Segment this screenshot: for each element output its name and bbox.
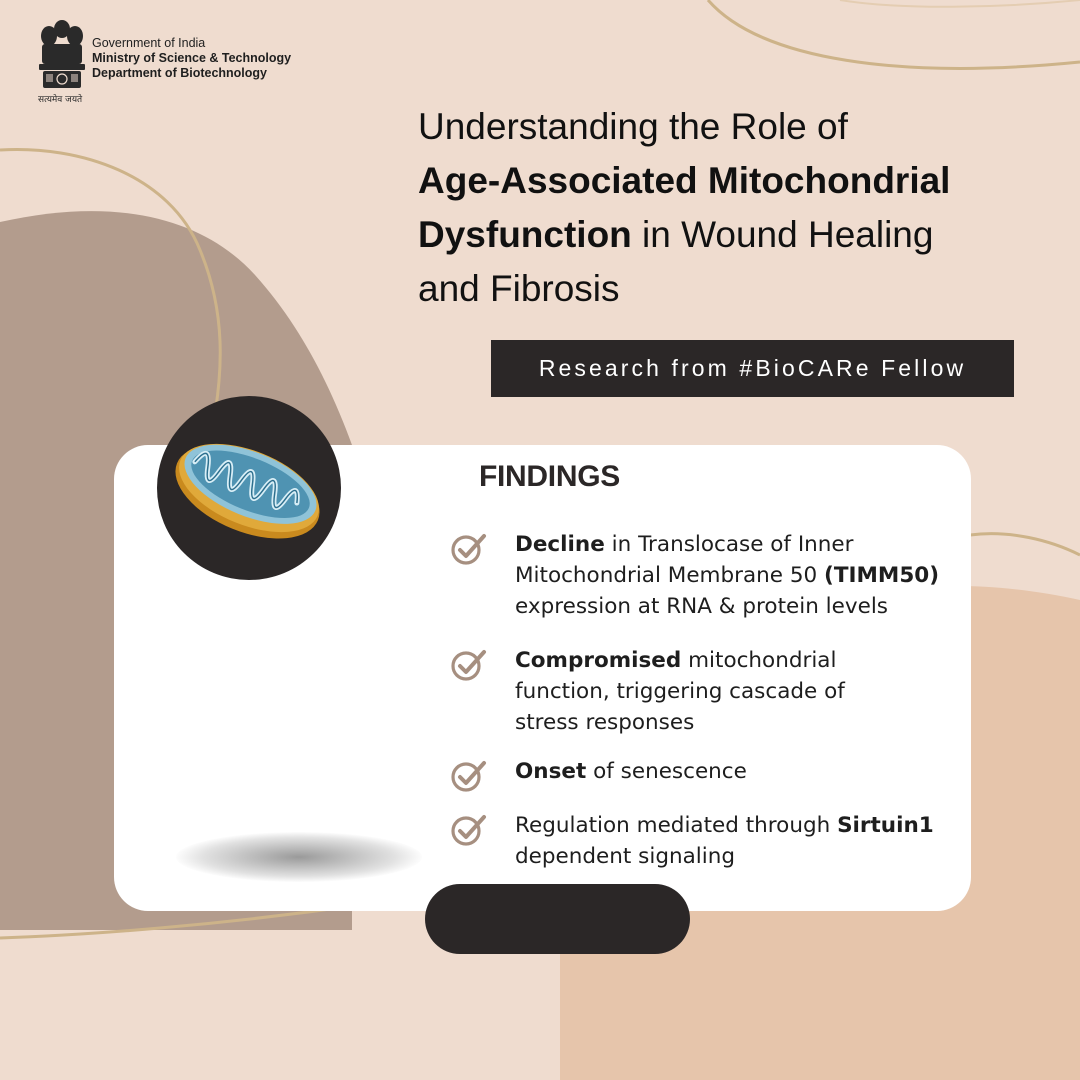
- emblem-motto: सत्यमेव जयते: [38, 95, 83, 105]
- check-circle-icon: [450, 531, 488, 565]
- finding-body: of senescence: [586, 759, 747, 784]
- finding-tail: expression at RNA & protein levels: [515, 594, 888, 619]
- government-label: [92, 36, 291, 81]
- gold-curve-top-right: [840, 0, 1080, 7]
- check-circle-icon: [450, 758, 488, 792]
- title-bold-1: Age-Associated Mitochondrial: [418, 160, 951, 201]
- finding-bold: Decline: [515, 532, 605, 557]
- title-line-1: Understanding the Role of: [418, 106, 848, 147]
- finding-item: [450, 529, 970, 624]
- title-line-3: in Wound Healing: [631, 214, 934, 255]
- finding-text: [515, 529, 955, 622]
- finding-bold: Sirtuin1: [837, 813, 934, 838]
- research-tag-banner: Research from #BioCARe Fellow: [491, 340, 1014, 397]
- finding-text: [515, 645, 865, 738]
- gov-line-1: Government of India: [92, 36, 206, 50]
- title-bold-2: Dysfunction: [418, 214, 632, 255]
- decorative-pill: [425, 884, 690, 954]
- page-title: [418, 100, 1038, 316]
- finding-bold: Onset: [515, 759, 587, 784]
- mitochondria-icon: [157, 396, 341, 580]
- finding-text: [515, 756, 955, 787]
- finding-body: in Translocase of Inner Mitochondrial Membrane 50: [515, 532, 854, 588]
- finding-tail: dependent signaling: [515, 844, 735, 869]
- gold-curve-right: [970, 534, 1080, 555]
- finding-text: [515, 810, 955, 872]
- mitochondria-badge: [157, 396, 341, 580]
- title-line-4: and Fibrosis: [418, 268, 620, 309]
- finding-bold: Compromised: [515, 648, 682, 673]
- finding-item: [450, 645, 970, 740]
- finding-body: mitochondrial function, triggering cascade of stress responses: [515, 648, 845, 735]
- check-circle-icon: [450, 647, 488, 681]
- findings-heading: FINDINGS: [479, 460, 620, 493]
- finding-pre: Regulation mediated through: [515, 813, 838, 838]
- finding-item: [450, 756, 970, 791]
- gov-line-2: Ministry of Science & Technology: [92, 51, 292, 65]
- drop-shadow: [176, 832, 422, 882]
- check-circle-icon: [450, 812, 488, 846]
- gov-line-3: Department of Biotechnology: [92, 66, 268, 80]
- gold-curve-top: [708, 0, 1080, 68]
- finding-bold-tail: (TIMM50): [824, 563, 940, 588]
- finding-item: [450, 810, 970, 875]
